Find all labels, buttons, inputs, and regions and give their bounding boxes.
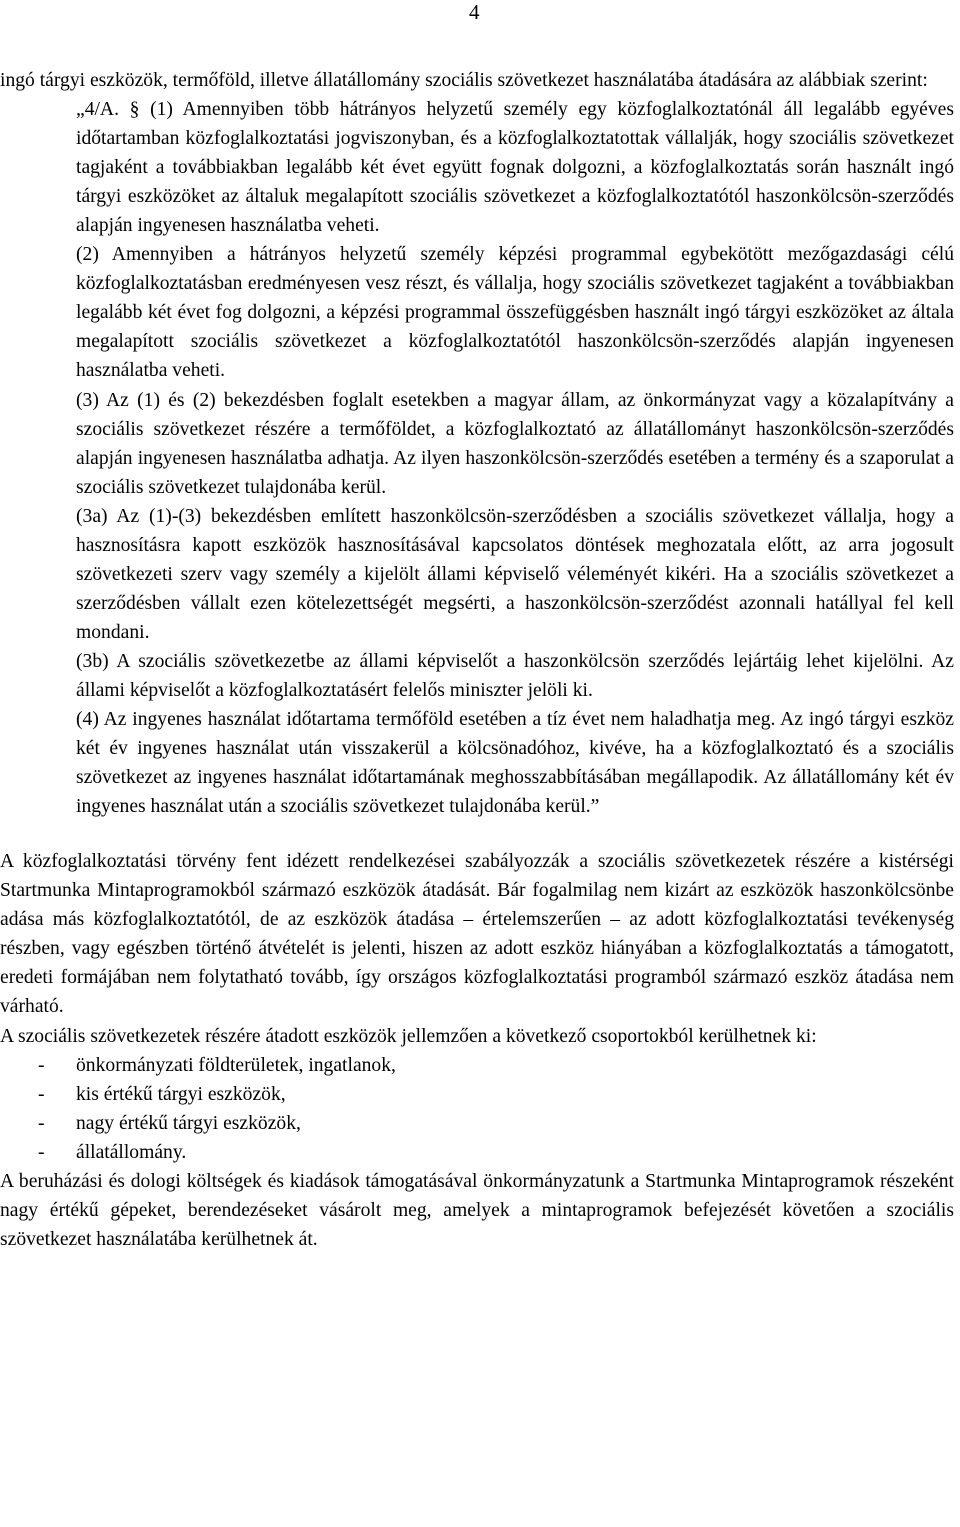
document-body	[0, 66, 954, 1254]
list-dash: -	[38, 1083, 45, 1105]
quote-paragraph-3b: (3b) A szociális szövetkezetbe az állami képviselőt a haszonkölcsön szerződés lejártáig lehet kijelölni. Az állami képviselőt a közfoglalkoztatásért felelős miniszter jelöli ki.	[76, 650, 954, 701]
list-item	[0, 1080, 954, 1109]
page-number: 4	[469, 0, 480, 24]
quote-paragraph-3: (3) Az (1) és (2) bekezdésben foglalt esetekben a magyar állam, az önkormányzat vagy a közalapítvány a szociális szövetkezet részére a termőföldet, a közfoglalkoztató az állatállományt haszonkölcsön-szerződés alapján ingyenesen használatba adhatja. Az ilyen haszonkölcsön-szerződés esetében a termény és a szaporulat a szociális szövetkezet tulajdonába kerül.	[76, 389, 954, 498]
asset-group-list	[0, 1051, 954, 1167]
list-item-text: nagy értékű tárgyi eszközök,	[76, 1112, 301, 1134]
body-paragraph-2: A szociális szövetkezetek részére átadott eszközök jellemzően a következő csoportokból kerülhetnek ki:	[0, 1025, 817, 1047]
body-paragraph-3: A beruházási és dologi költségek és kiadások támogatásával önkormányzatunk a Startmunka Mintaprogramok részeként nagy értékű gépeket, berendezéseket vásárolt meg, amelyek a mintaprogramok befejezését követően a szociális szövetkezet használatába kerülhetnek át.	[0, 1170, 954, 1250]
list-dash: -	[38, 1112, 45, 1134]
list-item	[0, 1051, 954, 1080]
list-item	[0, 1109, 954, 1138]
quoted-law-section	[76, 95, 954, 821]
list-item-text: kis értékű tárgyi eszközök,	[76, 1083, 286, 1105]
body-paragraph-1: A közfoglalkoztatási törvény fent idézett rendelkezései szabályozzák a szociális szövetkezetek részére a kistérségi Startmunka Mintaprogramokból származó eszközök átadását. Bár fogalmilag nem kizárt az eszközök haszonkölcsönbe adása más közfoglalkoztatótól, de az eszközök átadása – értelemszerűen – az adott közfoglalkoztatási tevékenység részben, vagy egészben történő átvételét is jelenti, hiszen az adott eszköz hiányában a közfoglalkoztatás a támogatott, eredeti formájában nem folytatható tovább, így országos közfoglalkoztatási programból származó eszköz átadása nem várható.	[0, 851, 954, 1018]
intro-paragraph: ingó tárgyi eszközök, termőföld, illetve állatállomány szociális szövetkezet használatába átadására az alábbiak szerint:	[0, 70, 928, 91]
list-dash: -	[38, 1054, 45, 1076]
quote-paragraph-1: „4/A. § (1) Amennyiben több hátrányos helyzetű személy egy közfoglalkoztatónál áll legalább egyéves időtartamban közfoglalkoztatási jogviszonyban, és a közfoglalkoztatottak vállalják, hogy szociális szövetkezet tagjaként a továbbiakban legalább két évet együtt fognak dolgozni, a közfoglalkoztatás során használt ingó tárgyi eszközöket az általuk megalapított szociális szövetkezet a közfoglalkoztatótól haszonkölcsön-szerződés alapján ingyenesen használatba veheti.	[76, 99, 954, 237]
list-item	[0, 1138, 954, 1167]
quote-paragraph-4: (4) Az ingyenes használat időtartama termőföld esetében a tíz évet nem haladhatja meg. Az ingó tárgyi eszköz két év ingyenes használat után visszakerül a kölcsönadóhoz, kivéve, ha a közfoglalkoztató és a szociális szövetkezet az ingyenes használat időtartamának meghosszabbításában megállapodik. Az állatállomány két év ingyenes használat után a szociális szövetkezet tulajdonába kerül.”	[76, 709, 954, 818]
quote-paragraph-3a: (3a) Az (1)-(3) bekezdésben említett haszonkölcsön-szerződésben a szociális szövetkezet vállalja, hogy a hasznosításra kapott eszközök hasznosításával kapcsolatos döntések meghozatala előtt, az arra jogosult szövetkezeti szerv vagy személy a kijelölt állami képviselő véleményét kikéri. Ha a szociális szövetkezet a szerződésben vállalt ezen kötelezettségét megsérti, a haszonkölcsön-szerződést azonnali hatállyal fel kell mondani.	[76, 505, 954, 643]
quote-paragraph-2: (2) Amennyiben a hátrányos helyzetű személy képzési programmal egybekötött mezőgazdasági célú közfoglalkoztatásban eredményesen vesz részt, és vállalja, hogy szociális szövetkezet tagjaként a továbbiakban legalább két évet fog dolgozni, a képzési programmal összefüggésben használt ingó tárgyi eszközöket az általa megalapított szociális szövetkezet a közfoglalkoztatótól haszonkölcsön-szerződés alapján ingyenesen használatba veheti.	[76, 244, 954, 382]
list-item-text: állatállomány.	[76, 1141, 187, 1163]
section-spacer	[0, 821, 954, 847]
list-dash: -	[38, 1141, 45, 1163]
list-item-text: önkormányzati földterületek, ingatlanok,	[76, 1054, 396, 1076]
